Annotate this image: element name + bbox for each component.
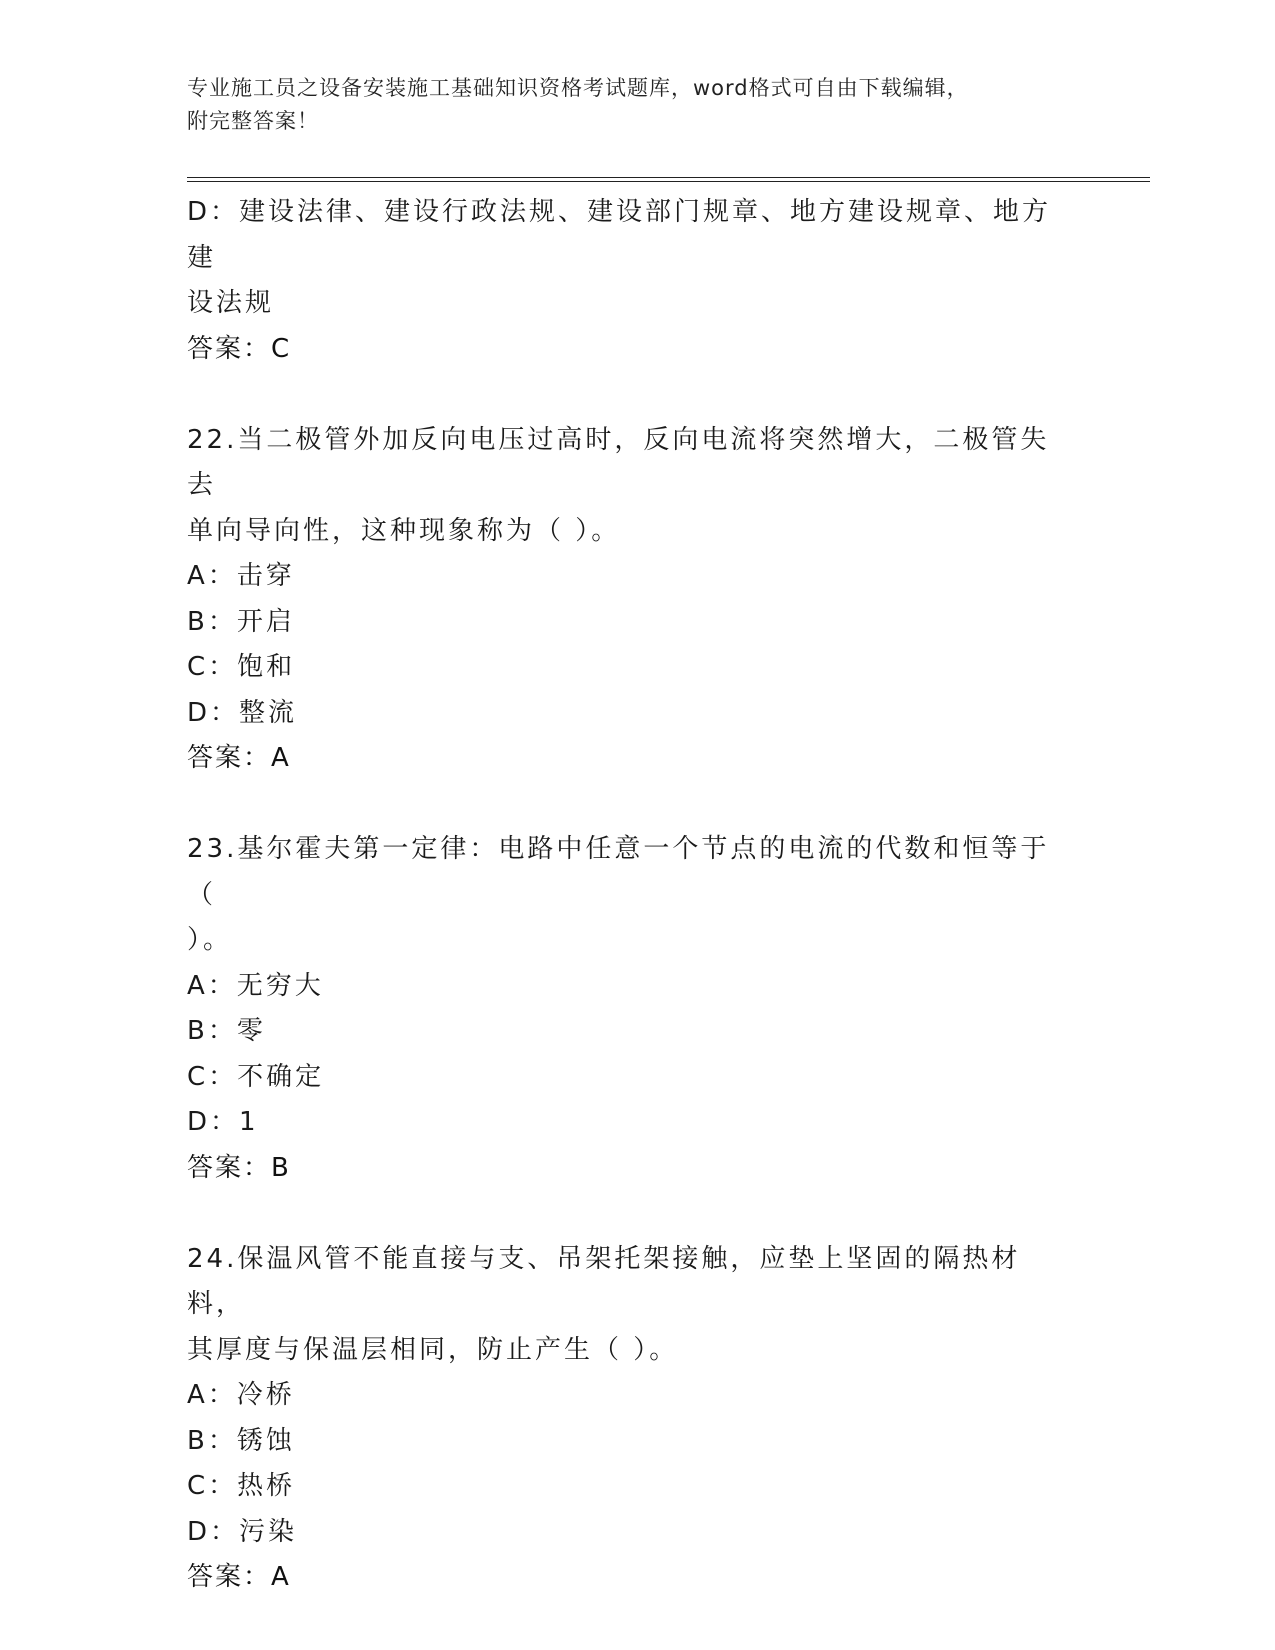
- header-title-line-2: 附完整答案！: [187, 109, 319, 133]
- option-a: A：击穿: [187, 561, 295, 591]
- answer: 答案：A: [187, 1562, 291, 1592]
- question-stem: 22.当二极管外加反向电压过高时，反向电流将突然增大，二极管失去: [187, 424, 1050, 500]
- option-c: C：不确定: [187, 1061, 325, 1092]
- question-23: [187, 827, 1077, 1191]
- header-title-line-1: 专业施工员之设备安装施工基础知识资格考试题库，word格式可自由下载编辑，: [187, 76, 969, 100]
- spacer: [187, 782, 1077, 828]
- header-divider: [187, 177, 1150, 182]
- option-d: D：污染: [187, 1516, 298, 1547]
- question-22: [187, 418, 1077, 782]
- option-c: C：饱和: [187, 652, 296, 682]
- option-b: B：零: [187, 1016, 266, 1046]
- option-c: C：热桥: [187, 1471, 296, 1501]
- option-a: A：冷桥: [187, 1380, 295, 1410]
- option-d: D：建设法律、建设行政法规、建设部门规章、地方建设规章、地方建: [187, 197, 1052, 273]
- option-a: A：无穷大: [187, 970, 324, 1001]
- answer: 答案：A: [187, 743, 291, 773]
- question-list: [187, 190, 1077, 1601]
- question-24: [187, 1237, 1077, 1601]
- option-b: B：开启: [187, 606, 295, 637]
- carryover-block: [187, 190, 1077, 372]
- option-d: D：整流: [187, 697, 298, 728]
- answer: 答案：B: [187, 1152, 291, 1183]
- option-b: B：锈蚀: [187, 1425, 295, 1456]
- option-d: D：1: [187, 1107, 259, 1137]
- spacer: [187, 372, 1077, 418]
- question-stem: 23.基尔霍夫第一定律：电路中任意一个节点的电流的代数和恒等于（: [187, 834, 1050, 910]
- answer: 答案：C: [187, 333, 292, 364]
- question-stem-continuation: 单向导向性，这种现象称为（ ）。: [187, 515, 621, 546]
- option-d-continuation: 设法规: [187, 288, 275, 318]
- spacer: [187, 1191, 1077, 1237]
- question-stem-continuation: ）。: [187, 925, 233, 955]
- question-stem-continuation: 其厚度与保温层相同，防止产生（ ）。: [187, 1334, 679, 1365]
- question-stem: 24.保温风管不能直接与支、吊架托架接触，应垫上坚固的隔热材料，: [187, 1243, 1021, 1319]
- page-header: [187, 72, 1067, 138]
